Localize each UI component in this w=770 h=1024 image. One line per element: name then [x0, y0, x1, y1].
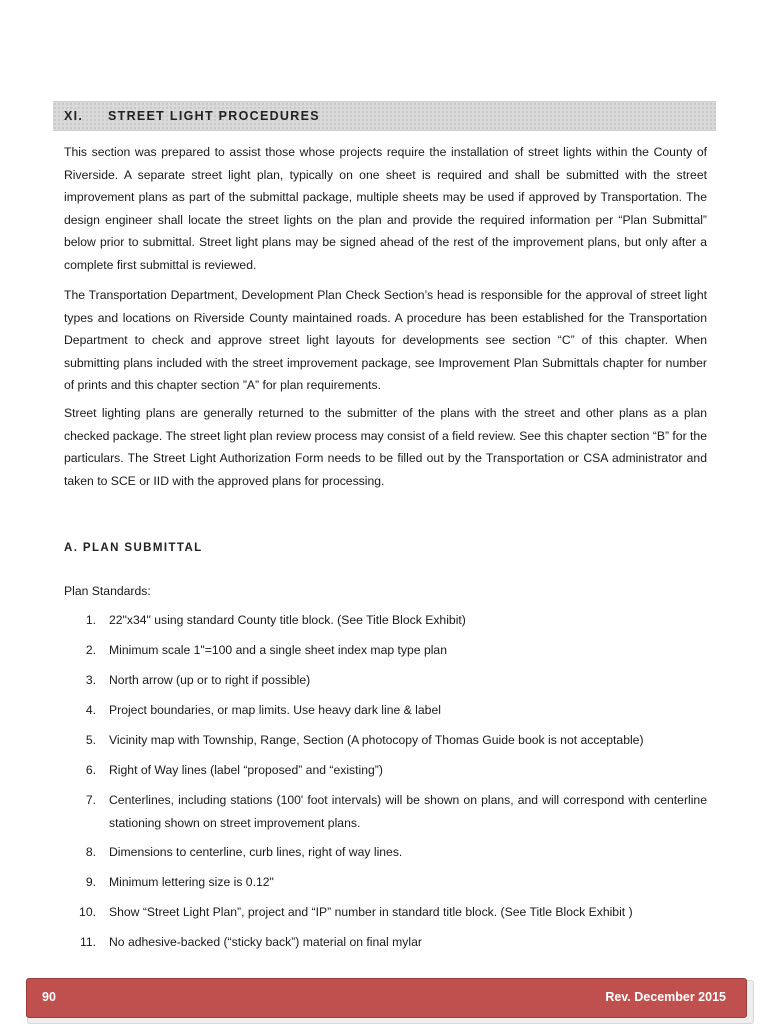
list-item-text: Minimum scale 1"=100 and a single sheet index map type plan — [109, 642, 447, 657]
section-number: XI. — [64, 109, 84, 123]
list-item-number: 8. — [85, 845, 96, 860]
list-item-text: Dimensions to centerline, curb lines, right of way lines. — [109, 845, 403, 860]
list-item — [64, 699, 707, 722]
list-item-text: Right of Way lines (label “proposed” and “existing”) — [109, 762, 383, 777]
list-item-text: Centerlines, including stations (100' foot intervals) will be shown on plans, and will correspond with centerline stationing shown on street improvement plans. — [109, 792, 707, 830]
plan-standards-label: Plan Standards: — [64, 584, 151, 598]
list-item — [64, 609, 707, 632]
list-item-text: North arrow (up or to right if possible) — [109, 672, 311, 687]
intro-paragraph: This section was prepared to assist those whose projects require the installation of street lights within the County of Riverside. A separate street light plan, typically on one sheet is required and shall be submitted with the street improvement plans as part of the submittal package, multiple sheets may be used if approved by Transportation. The design engineer shall locate the street lights on the plan and provide the required information per “Plan Submittal” below prior to submittal. Street light plans may be signed ahead of the rest of the improvement plans, but only after a complete first submittal is reviewed. — [64, 145, 707, 272]
list-item-text: 22"x34" using standard County title block. (See Title Block Exhibit) — [109, 613, 466, 627]
list-item — [64, 759, 707, 782]
list-item-number: 5. — [85, 732, 96, 747]
list-item — [64, 639, 707, 662]
list-item — [64, 729, 707, 752]
list-item-number: 1. — [85, 613, 96, 627]
plan-standards-list — [64, 609, 707, 961]
list-item-text: No adhesive-backed (“sticky back”) material on final mylar — [109, 935, 422, 950]
list-item-number: 2. — [85, 642, 96, 657]
page-number: 90 — [42, 990, 56, 1004]
list-item-number: 7. — [85, 792, 96, 807]
list-item-number: 11. — [79, 935, 96, 950]
list-item-number: 4. — [85, 702, 96, 717]
list-item-text: Project boundaries, or map limits. Use heavy dark line & label — [109, 702, 441, 717]
list-item-text: Vicinity map with Township, Range, Section (A photocopy of Thomas Guide book is not acceptable) — [109, 732, 644, 747]
list-item — [64, 871, 707, 894]
section-title: STREET LIGHT PROCEDURES — [108, 109, 320, 123]
list-item-text: Show “Street Light Plan”, project and “IP” number in standard title block. (See Title Block Exhibit ) — [109, 905, 633, 920]
list-item-number: 10. — [79, 905, 96, 920]
approval-paragraph: The Transportation Department, Development Plan Check Section’s head is responsible for the approval of street light types and locations on Riverside County maintained roads. A procedure has been established for the Transportation Department to check and approve street light layouts for developments see section “C” of this chapter. When submitting plans included with the street improvement package, see Improvement Plan Submittals chapter for number of prints and this chapter section ”A” for plan requirements. — [64, 288, 707, 393]
list-item — [64, 931, 707, 954]
list-item-number: 9. — [85, 875, 96, 890]
list-item — [64, 841, 707, 864]
page-footer — [26, 978, 747, 1018]
list-item — [64, 901, 707, 924]
section-header-bar — [53, 101, 716, 131]
list-item-number: 3. — [85, 672, 96, 687]
plan-submittal-heading: A. PLAN SUBMITTAL — [64, 542, 203, 554]
list-item — [64, 669, 707, 692]
list-item — [64, 789, 707, 834]
review-paragraph: Street lighting plans are generally returned to the submitter of the plans with the street and other plans as a plan checked package. The street light plan review process may consist of a field review. See this chapter section “B” for the particulars. The Street Light Authorization Form needs to be filled out by the Transportation or CSA administrator and taken to SCE or IID with the approved plans for processing. — [64, 406, 707, 488]
revision-date: Rev. December 2015 — [605, 990, 726, 1004]
list-item-text: Minimum lettering size is 0.12" — [109, 875, 274, 890]
list-item-number: 6. — [85, 762, 96, 777]
